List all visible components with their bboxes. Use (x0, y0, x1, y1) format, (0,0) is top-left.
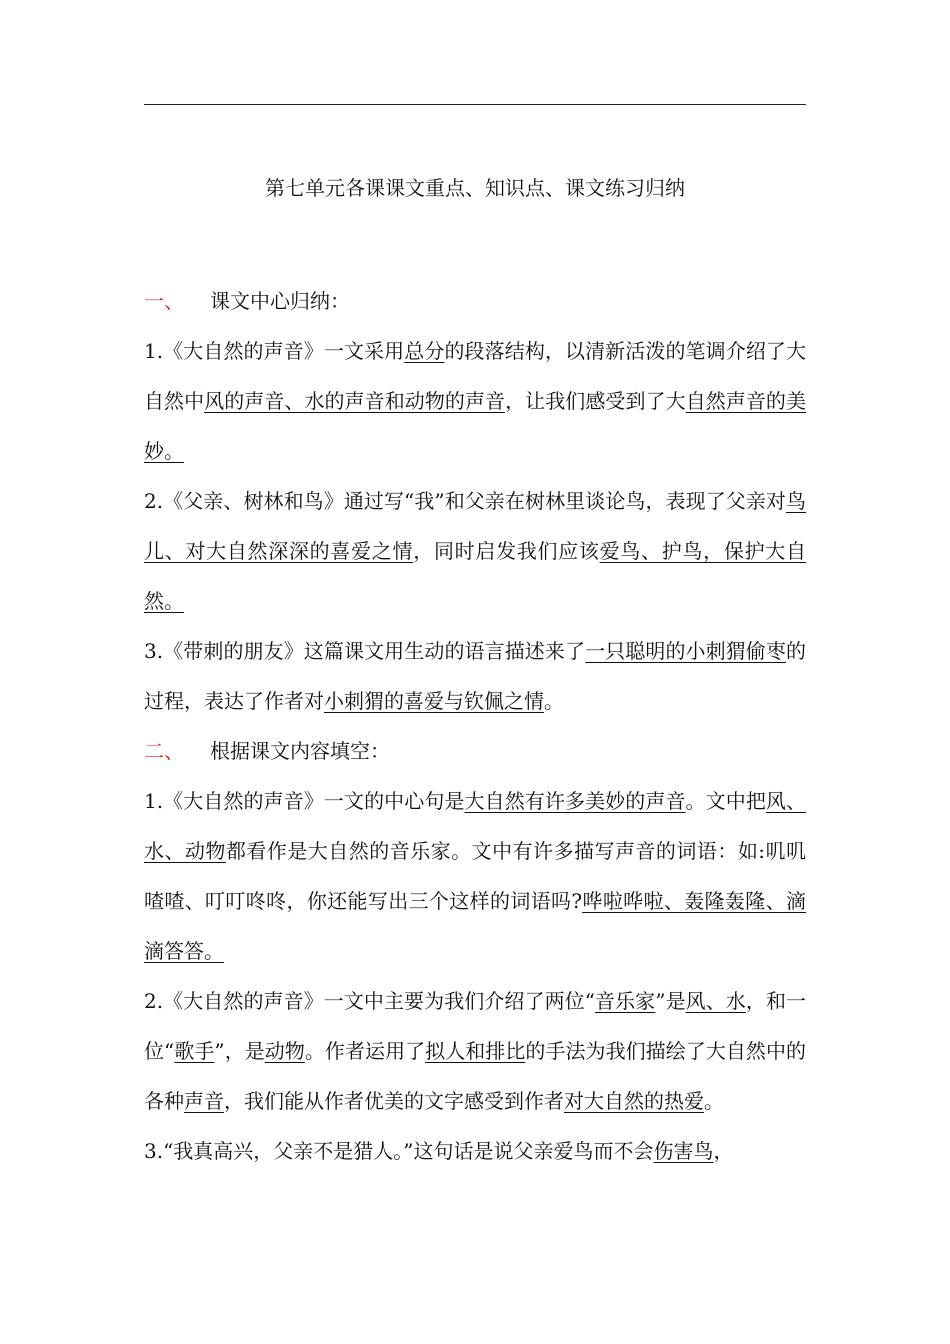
paragraph-2-1 (144, 776, 806, 976)
answer-blank: 自然声音的美妙。 (144, 389, 806, 463)
answer-blank: 风、水 (685, 989, 746, 1013)
paragraph-1-2 (144, 476, 806, 626)
paragraph-text: ，让我们感受到了大 (505, 389, 686, 413)
answer-blank: 声音 (184, 1089, 224, 1113)
section-number: 一、 (144, 289, 184, 313)
paragraph-1-1 (144, 326, 806, 476)
paragraph-1-3 (144, 626, 806, 726)
document-title: 第七单元各课课文重点、知识点、课文练习归纳 (265, 176, 685, 200)
header-rule (144, 104, 806, 105)
answer-blank: 小刺猬的喜爱与钦佩之情 (324, 689, 544, 713)
answer-blank: 拟人和排比 (425, 1039, 526, 1063)
answer-blank: 对大自然的热爱 (564, 1089, 704, 1113)
answer-blank: 大自然有许多美妙的声音 (464, 789, 686, 813)
answer-blank: 音乐家 (594, 989, 656, 1013)
paragraph-text: 的过程，表达了作者对 (144, 639, 807, 713)
answer-blank: 哗啦哗啦、轰隆轰隆、滴滴答答。 (144, 889, 806, 963)
answer-blank: 总分 (404, 339, 445, 363)
paragraph-text: 。 (704, 1089, 724, 1113)
paragraph-text: ，和一位“ (144, 989, 807, 1063)
paragraph-text: ， (713, 1139, 734, 1163)
paragraph-text: 2.《父亲、树林和鸟》通过写“我”和父亲在树林里谈论鸟，表现了父亲对 (144, 489, 786, 513)
paragraph-text: 的段落结构，以清新活泼的笔调介绍了大自然中 (144, 339, 806, 413)
paragraph-text: 。文中把 (685, 789, 766, 813)
paragraph-2-2 (144, 976, 806, 1126)
answer-blank: 动物 (264, 1039, 305, 1063)
paragraph-2-3 (144, 1126, 806, 1176)
paragraph-text: 都看作是大自然的音乐家。文中有许多描写声音的词语：如:叽叽喳喳、叮叮咚咚，你还能写出三个这样的词语吗? (144, 839, 806, 913)
section-heading-text: 根据课文内容填空： (210, 739, 390, 763)
paragraph-text: ”是 (655, 989, 686, 1013)
answer-blank: 伤害鸟 (653, 1139, 714, 1163)
paragraph-text: 3.《带刺的朋友》这篇课文用生动的语言描述来了 (144, 639, 586, 663)
paragraph-text: 。 (544, 689, 564, 713)
answer-blank: 爱鸟、护鸟，保护大自然。 (144, 539, 807, 613)
section-heading-1 (144, 276, 806, 326)
paragraph-text: 的手法为我们描绘了大自然中的各种 (144, 1039, 807, 1113)
paragraph-text: 2.《大自然的声音》一文中主要为我们介绍了两位“ (144, 989, 595, 1013)
answer-blank: 鸟儿、对大自然深深的喜爱之情 (144, 489, 806, 563)
paragraph-text: ”，是 (214, 1039, 265, 1063)
paragraph-text: ，我们能从作者优美的文字感受到作者 (224, 1089, 564, 1113)
paragraph-text: 。作者运用了 (304, 1039, 426, 1063)
section-number: 二、 (144, 739, 184, 763)
document-body (144, 276, 806, 1176)
paragraph-text: 3.“我真高兴，父亲不是猎人。”这句话是说父亲爱鸟而不会 (144, 1139, 654, 1163)
answer-blank: 一只聪明的小刺猬偷枣 (585, 639, 787, 663)
answer-blank: 歌手 (174, 1039, 215, 1063)
section-heading-2 (144, 726, 806, 776)
paragraph-text: ，同时启发我们应该 (413, 539, 600, 563)
paragraph-text: 1.《大自然的声音》一文采用 (144, 339, 405, 363)
answer-blank: 风的声音、水的声音和动物的声音 (204, 389, 506, 413)
answer-blank: 风、水、动物 (144, 789, 807, 863)
paragraph-text: 1.《大自然的声音》一文的中心句是 (144, 789, 465, 813)
section-heading-text: 课文中心归纳： (210, 289, 350, 313)
